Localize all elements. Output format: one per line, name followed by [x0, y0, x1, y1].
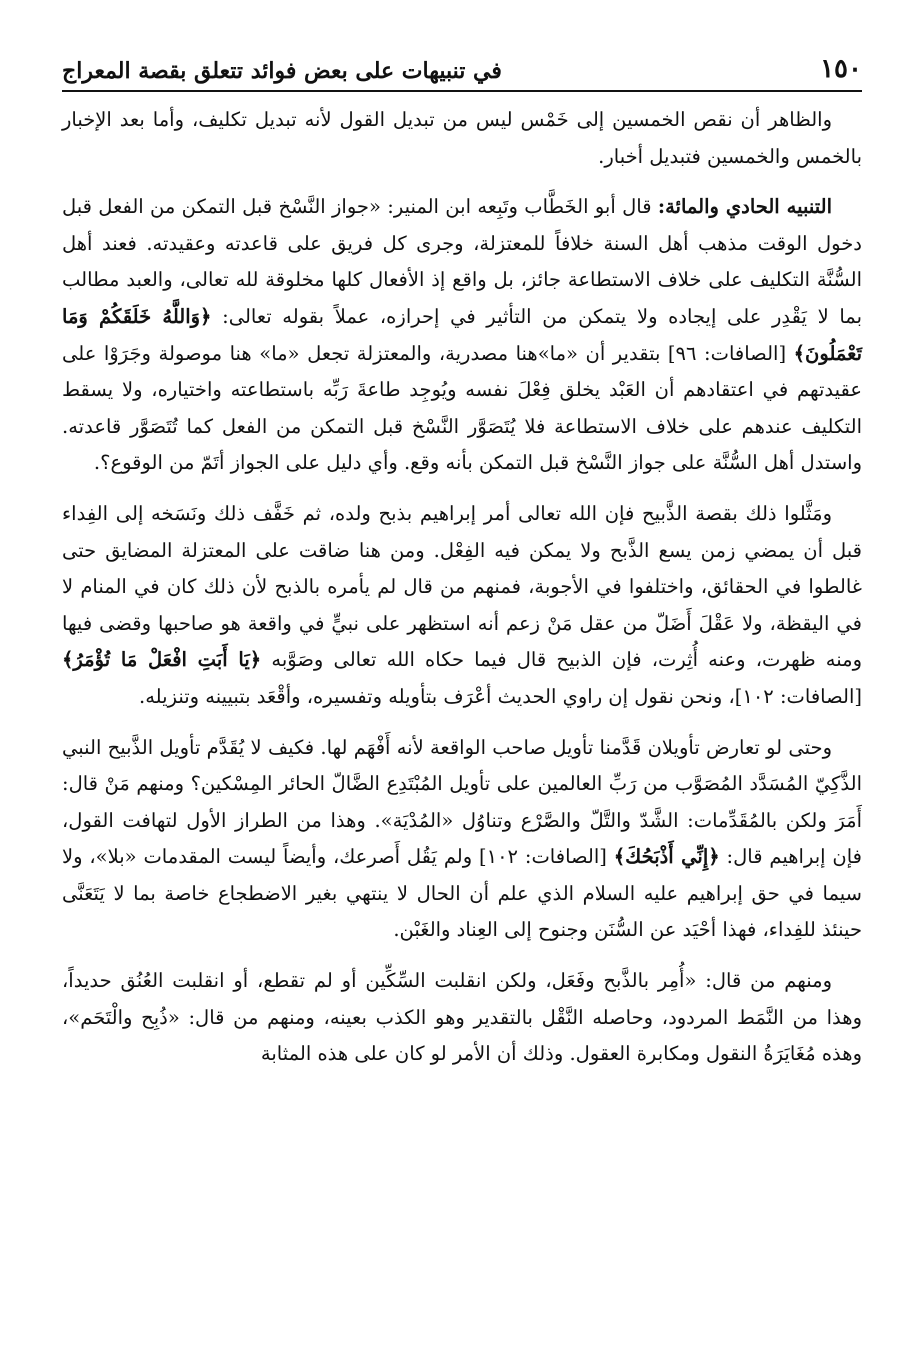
paragraph-text: ومَثَّلوا ذلك بقصة الذَّبيح فإن الله تعالى أمر إبراهيم بذبح ولده، ثم خَفَّف ذلك ونَسَخه إلى الفِداء قبل أن يمضي زمن يسع الذَّبح ولا يمكن فيه الفِعْل. ومن هنا ضاقت على المعتزلة المضايق حتى غالطوا في الحقائق، واختلفوا في الأجوبة، فمنهم من قال لم يأمره بالذبح لأن ذلك كان في المنام لا في اليقظة، ولا عَقْلَ أَضَلّ من عقل مَنْ زعم أنه استظهر على نبيٍّ في واقعة هو صاحبها وقضى فيها ومنه ظهرت، وعنه أُثِرت، فإن الذبيح قال فيما حكاه الله تعالى وصَوَّبه	[62, 501, 863, 672]
page-header	[62, 48, 862, 92]
quran-verse: ﴿وَاللَّهُ خَلَقَكُمْ وَمَا تَعْمَلُونَ﴾	[62, 304, 863, 365]
paragraph-2	[62, 189, 862, 482]
paragraph-text: ومنهم من قال: «أُمِر بالذَّبح وفَعَل، ولكن انقلبت السِّكِّين أو لم تقطع، أو انقلبت العُنُق حديداً، وهذا من النَّمَط المردود، وحاصله النَّقْل بالتقدير وهو الكذب بعينه، ومنهم من قال: «ذُبِح والْتَحَم»، وهذه مُغَايَرَةُ النقول ومكابرة العقول. وذلك أن الأمر لو كان على هذه المثابة	[62, 969, 862, 1066]
quran-verse: ﴿إِنِّي أَذْبَحُكَ﴾	[613, 845, 720, 869]
paragraph-1	[62, 102, 862, 175]
book-page	[62, 48, 862, 1348]
paragraph-text: [الصافات: ١٠٢]، ونحن نقول إن راوي الحديث أعْرَف بتأويله وتفسيره، وأقْعَد بتبيينه وتنزيله.	[139, 684, 862, 708]
section-heading: التنبيه الحادي والمائة:	[657, 195, 832, 219]
paragraph-text: [الصافات: ٩٦] بتقدير أن «ما»هنا مصدرية، والمعتزلة تجعل «ما» هنا موصولة وجَرَوْا على عقيدتهم في اعتقادهم أن العَبْد يخلق فِعْلَ نفسه ويُوجِد طاعةَ رَبِّه باستطاعته واختياره، ولا يسقط التكليف عندهم على خلاف الاستطاعة فلا يُتَصَوَّر النَّسْخ قبل التمكن من الفعل كما تُتَصَوَّر قاعدته. واستدل أهل السُّنَّة على جواز النَّسْخ قبل التمكن بأنه وقع. وأي دليل على الجواز أتَمّ من الوقوع؟.	[62, 341, 862, 475]
quran-verse: ﴿يَا أَبَتِ افْعَلْ مَا تُؤْمَرُ﴾	[62, 648, 262, 672]
page-body	[62, 102, 862, 1073]
page-number: ١٥٠	[820, 54, 862, 84]
running-title: في تنبيهات على بعض فوائد تتعلق بقصة المعراج	[62, 58, 502, 84]
paragraph-text: وحتى لو تعارض تأويلان قَدَّمنا تأويل صاحب الواقعة لأنه أَفْهَم لها. فكيف لا يُقَدَّم تأويل الذَّبيح النبي الذَّكِيّ المُسَدَّد المُصَوَّب من رَبِّ العالمين على تأويل المُبْتَدِع الضَّالّ الحائر المِسْكين؟ ومنهم مَنْ قال: أَمَرَ ولكن بالمُقَدِّمات: الشَّدّ والتَّلّ والصَّرْع وتناوُل «المُدْيَة». وهذا من الطراز الأول لتهافت القول، فإن إبراهيم قال:	[62, 735, 863, 869]
paragraph-text: والظاهر أن نقص الخمسين إلى خَمْس ليس من تبديل القول لأنه تبديل تكليف، وأما بعد الإخبار بالخمس والخمسين فتبديل أخبار.	[62, 108, 862, 168]
paragraph-text: [الصافات: ١٠٢] ولم يَقُل أَصرعك، وأيضاً ليست المقدمات «بلا»، ولا سيما في حق إبراهيم عليه السلام الذي علم أن الحال لا ينتهي بغير الاضطجاع خاصة بما لا يَتَعَنَّى حينئذ للفِداء، فهذا أحْيَد عن السُّنَن وجنوح إلى العِناد والغَبْن.	[62, 845, 862, 942]
paragraph-3	[62, 496, 862, 716]
paragraph-5	[62, 963, 862, 1073]
paragraph-text: قال أبو الخَطَّاب وتَبِعه ابن المنير: «جواز النَّسْخ قبل التمكن من الفعل قبل دخول الوقت مذهب أهل السنة خلافاً للمعتزلة، وجرى كل فريق على قاعدته وعقيدته. فعند أهل السُّنَّة التكليف على خلاف الاستطاعة جائز، بل واقع إذ الأفعال كلها مخلوقة لله تعالى، والعبد مطالب بما لا يَقْدِر على إيجاده ولا يتمكن من التأثير في إحرازه، عملاً بقوله تعالى:	[62, 195, 862, 328]
paragraph-4	[62, 730, 862, 950]
